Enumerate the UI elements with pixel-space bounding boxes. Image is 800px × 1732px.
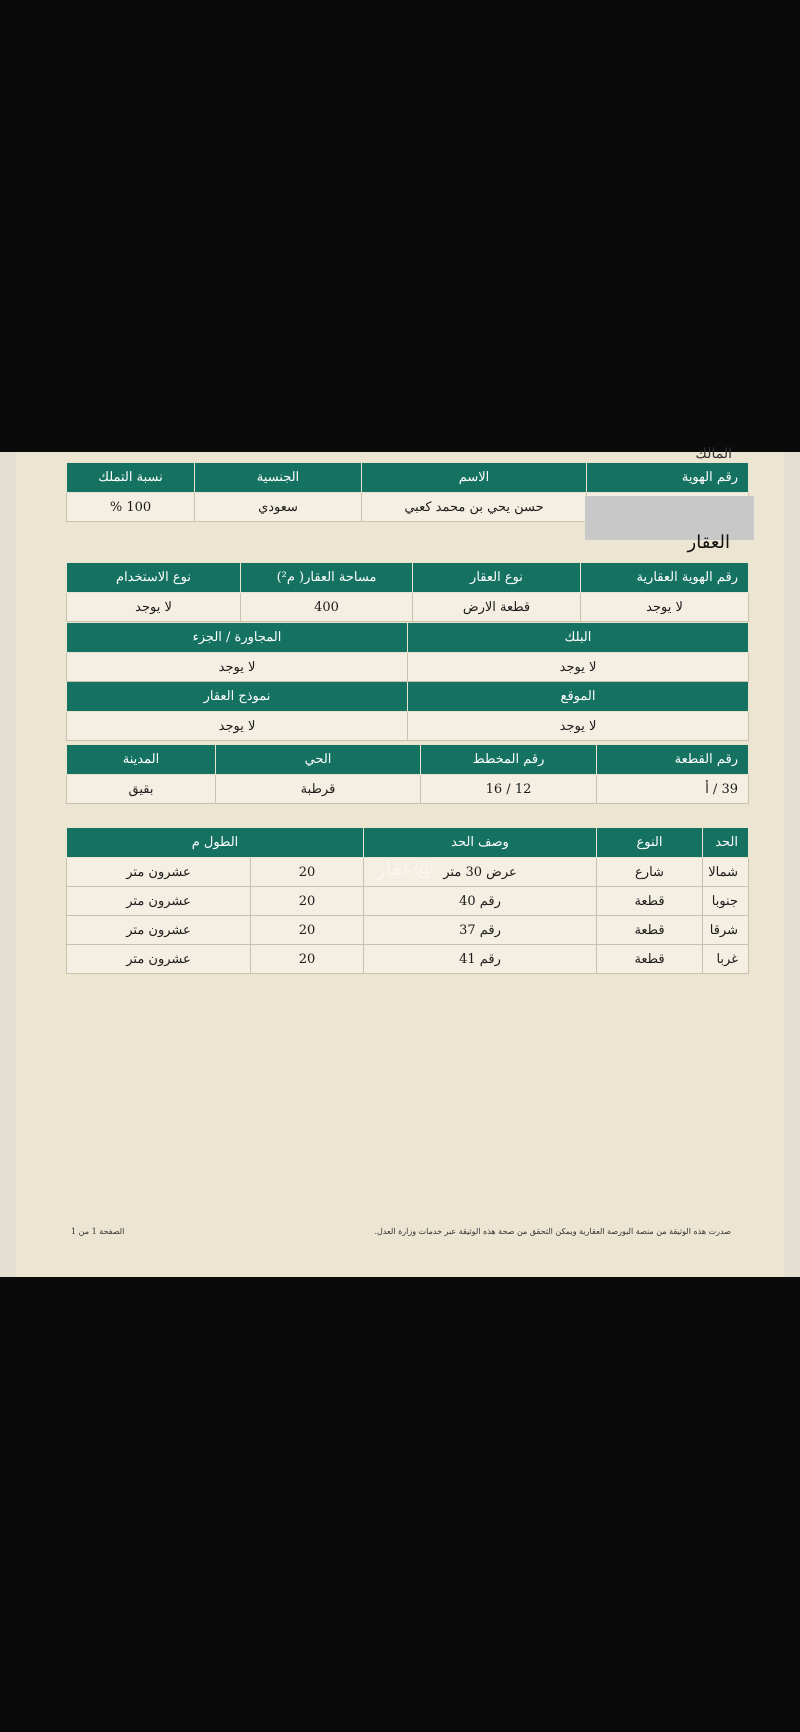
property-location-table — [66, 622, 749, 741]
border-description-cell: رقم 37 — [364, 916, 597, 945]
borders-table — [66, 827, 749, 974]
border-length-cell: 20 — [251, 887, 364, 916]
border-direction-cell: شمالا — [703, 858, 749, 887]
property-type-header: نوع العقار — [413, 563, 581, 593]
border-description-cell: رقم 41 — [364, 945, 597, 974]
property-area-cell: 400 — [241, 593, 413, 622]
neighbor-cell: لا يوجد — [67, 653, 408, 682]
table-row — [67, 916, 749, 945]
owner-share-cell: 100 % — [67, 493, 195, 522]
border-length-words-cell: عشرون متر — [67, 916, 251, 945]
cut-off-heading: المالك — [695, 446, 732, 462]
border-length-header: الطول م — [67, 828, 364, 858]
city-header: المدينة — [67, 745, 216, 775]
owner-nationality-cell: سعودي — [195, 493, 362, 522]
neighbor-header: المجاورة / الجزء — [67, 623, 408, 653]
table-row — [67, 945, 749, 974]
table-row — [67, 887, 749, 916]
owner-name-cell: حسن يحي بن محمد كعبي — [362, 493, 587, 522]
border-length-cell: 20 — [251, 916, 364, 945]
border-length-cell: 20 — [251, 858, 364, 887]
owner-id-header: رقم الهوية — [587, 463, 749, 493]
property-plot-table — [66, 744, 749, 804]
property-model-header: نموذج العقار — [67, 682, 408, 712]
district-header: الحي — [216, 745, 421, 775]
property-type-cell: قطعة الارض — [413, 593, 581, 622]
border-direction-cell: غربا — [703, 945, 749, 974]
block-cell: لا يوجد — [408, 653, 749, 682]
property-usage-header: نوع الاستخدام — [67, 563, 241, 593]
owner-nationality-header: الجنسية — [195, 463, 362, 493]
document-page — [0, 446, 800, 1277]
border-length-words-cell: عشرون متر — [67, 945, 251, 974]
owner-name-header: الاسم — [362, 463, 587, 493]
border-description-cell: رقم 40 — [364, 887, 597, 916]
watermark: عقار@ — [376, 856, 434, 880]
border-type-cell: قطعة — [597, 887, 703, 916]
footer-page-number: الصفحة 1 من 1 — [71, 1227, 125, 1236]
border-type-cell: قطعة — [597, 916, 703, 945]
border-direction-cell: شرقا — [703, 916, 749, 945]
location-header: الموقع — [408, 682, 749, 712]
location-cell: لا يوجد — [408, 712, 749, 741]
footer-notice: صدرت هذه الوثيقة من منصة البورصة العقارية ويمكن التحقق من صحة هذه الوثيقة عبر خدمات وزارة العدل. — [374, 1227, 731, 1236]
border-description-cell: عرض 30 متر — [364, 858, 597, 887]
plot-number-header: رقم القطعة — [597, 745, 749, 775]
border-length-cell: 20 — [251, 945, 364, 974]
property-area-header: مساحة العقار( م²) — [241, 563, 413, 593]
city-cell: بقيق — [67, 775, 216, 804]
border-length-words-cell: عشرون متر — [67, 887, 251, 916]
property-usage-cell: لا يوجد — [67, 593, 241, 622]
plot-number-cell: 39 / أ — [597, 775, 749, 804]
owner-share-header: نسبة التملك — [67, 463, 195, 493]
property-id-header: رقم الهوية العقارية — [581, 563, 749, 593]
border-type-header: النوع — [597, 828, 703, 858]
border-length-words-cell: عشرون متر — [67, 858, 251, 887]
border-direction-header: الحد — [703, 828, 749, 858]
property-main-table — [66, 562, 749, 622]
property-section-title: العقار — [687, 532, 730, 553]
paper — [16, 446, 784, 1277]
border-direction-cell: جنوبا — [703, 887, 749, 916]
border-type-cell: شارع — [597, 858, 703, 887]
plan-number-cell: 12 / 16 — [421, 775, 597, 804]
property-id-cell: لا يوجد — [581, 593, 749, 622]
border-type-cell: قطعة — [597, 945, 703, 974]
border-description-header: وصف الحد — [364, 828, 597, 858]
plan-number-header: رقم المخطط — [421, 745, 597, 775]
property-model-cell: لا يوجد — [67, 712, 408, 741]
block-header: البلك — [408, 623, 749, 653]
district-cell: قرطبة — [216, 775, 421, 804]
